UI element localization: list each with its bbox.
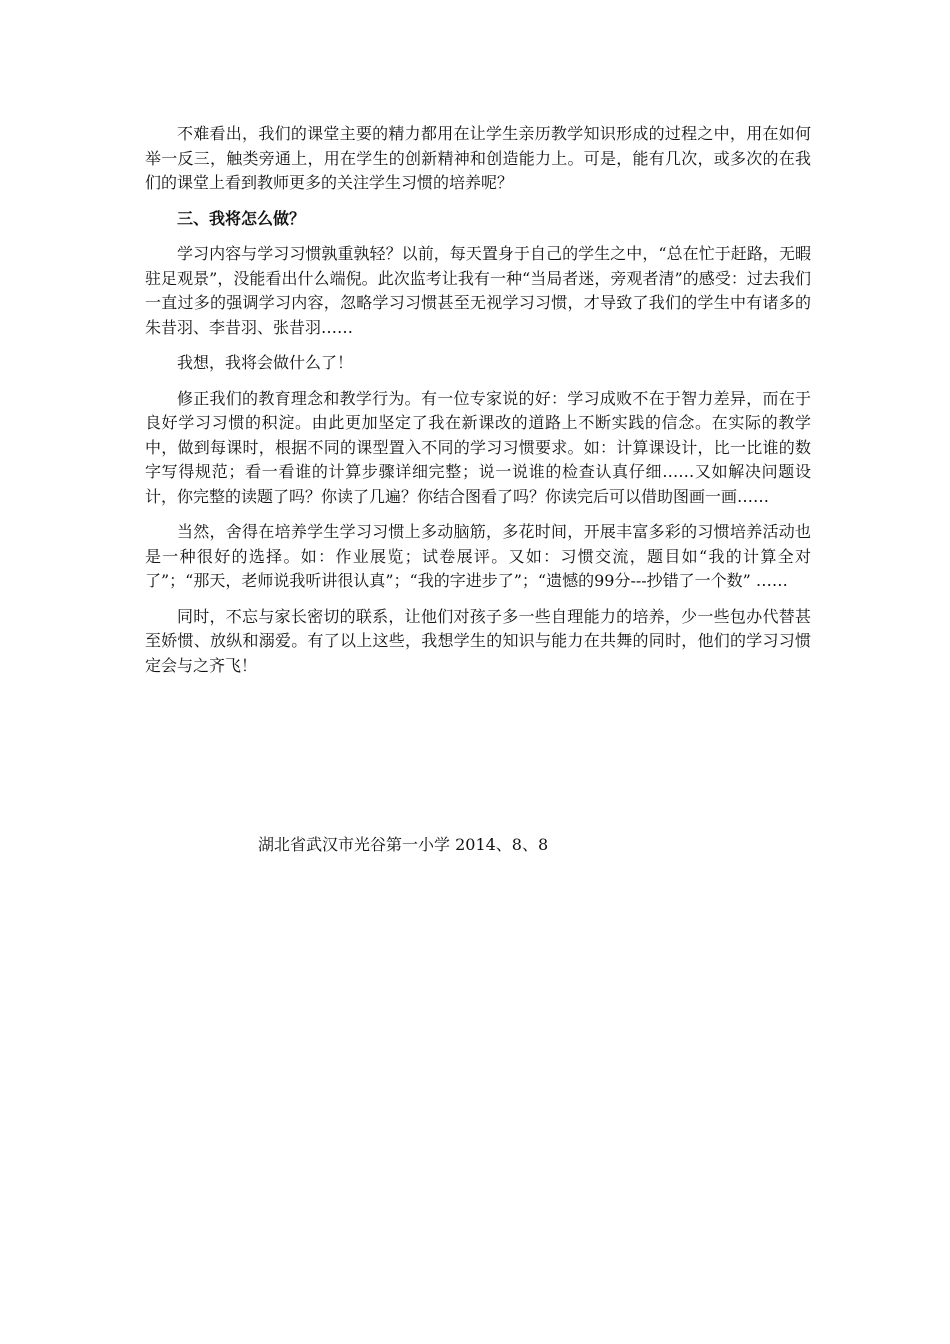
paragraph-parent-contact: 同时，不忘与家长密切的联系，让他们对孩子多一些自理能力的培养，少一些包办代替甚至娇惯、放纵和溺爱。有了以上这些，我想学生的知识与能力在共舞的同时，他们的学习习惯定会与之齐飞！	[145, 606, 811, 675]
paragraph-teaching-practice: 修正我们的教育理念和教学行为。有一位专家说的好：学习成败不在于智力差异，而在于良好学习习惯的积淀。由此更加坚定了我在新课改的道路上不断实践的信念。在实际的教学中，做到每课时，根据不同的课型置入不同的学习习惯要求。如：计算课设计，比一比谁的数字写得规范；看一看谁的计算步骤详细完整；说一说谁的检查认真仔细……又如解决问题设计，你完整的读题了吗？你读了几遍？你结合图看了吗？你读完后可以借助图画一画……	[145, 388, 811, 506]
section-heading-what-to-do: 三、我将怎么做？	[177, 208, 306, 228]
paragraph-resolution: 我想，我将会做什么了！	[177, 353, 354, 372]
document-signature: 湖北省武汉市光谷第一小学 2014、8、8	[258, 835, 549, 854]
document-body	[145, 122, 811, 689]
paragraph-habit-activities: 当然，舍得在培养学生学习习惯上多动脑筋，多花时间，开展丰富多彩的习惯培养活动也是一种很好的选择。如：作业展览；试卷展评。又如：习惯交流，题目如“我的计算全对了”；“那天，老师说我听讲很认真”；“我的字进步了”；“遗憾的99分---抄错了一个数” ……	[145, 522, 811, 590]
paragraph-content-vs-habits: 学习内容与学习习惯孰重孰轻？以前，每天置身于自己的学生之中，“总在忙于赶路，无暇驻足观景”，没能看出什么端倪。此次监考让我有一种“当局者迷，旁观者清”的感受：过去我们一直过多的强调学习内容，忽略学习习惯甚至无视学习习惯，才导致了我们的学生中有诸多的朱昔羽、李昔羽、张昔羽……	[145, 244, 811, 337]
paragraph-reflection: 不难看出，我们的课堂主要的精力都用在让学生亲历教学知识形成的过程之中，用在如何举一反三，触类旁通上，用在学生的创新精神和创造能力上。可是，能有几次，或多次的在我们的课堂上看到教师更多的关注学生习惯的培养呢？	[145, 124, 811, 192]
